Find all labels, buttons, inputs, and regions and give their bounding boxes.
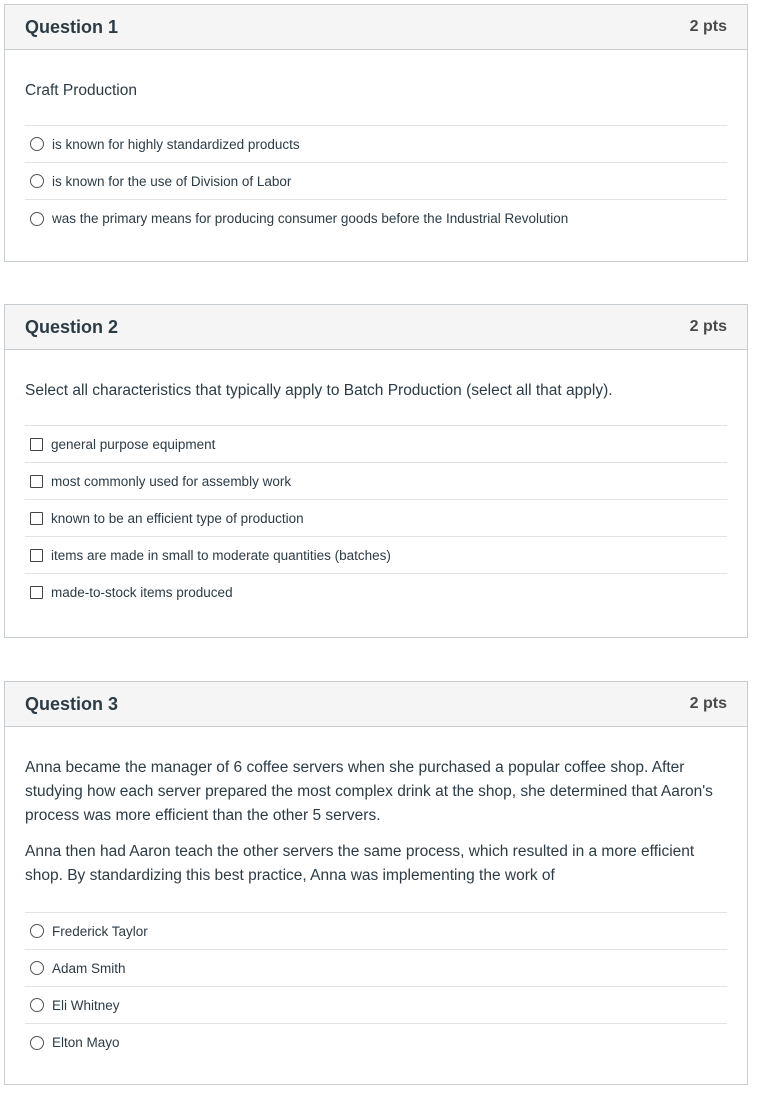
- answer-label: made-to-stock items produced: [51, 585, 233, 600]
- answer-option[interactable]: [25, 426, 727, 463]
- answer-option[interactable]: [25, 500, 727, 537]
- question-points: 2 pts: [689, 318, 727, 335]
- answer-list: [25, 425, 727, 611]
- question-1: [4, 4, 748, 262]
- answer-label: general purpose equipment: [51, 436, 216, 452]
- question-text: Craft Production: [25, 82, 137, 99]
- radio-button[interactable]: [30, 1036, 44, 1050]
- radio-button[interactable]: [30, 998, 44, 1012]
- question-points: 2 pts: [689, 695, 727, 712]
- answer-label: Eli Whitney: [52, 997, 120, 1013]
- checkbox[interactable]: [30, 549, 43, 562]
- answer-option[interactable]: [25, 987, 727, 1024]
- question-paragraph: Anna became the manager of 6 coffee servers when she purchased a popular coffee shop. After studying how each server prepared the most complex drink at the shop, she determined that Aaron's process was more efficient than the other 5 servers.: [25, 759, 713, 824]
- answer-option[interactable]: [25, 913, 727, 950]
- radio-button[interactable]: [30, 924, 44, 938]
- answer-option[interactable]: [25, 463, 727, 500]
- answer-option[interactable]: [25, 126, 727, 163]
- radio-button[interactable]: [30, 961, 44, 975]
- answer-label: is known for highly standardized products: [52, 136, 300, 152]
- checkbox[interactable]: [30, 475, 43, 488]
- question-title: Question 1: [25, 16, 119, 37]
- answer-label: known to be an efficient type of production: [51, 510, 304, 526]
- answer-list: [25, 912, 727, 1061]
- radio-button[interactable]: [30, 137, 44, 151]
- question-header: [5, 682, 747, 727]
- checkbox[interactable]: [30, 512, 43, 525]
- answer-option[interactable]: [25, 1024, 727, 1061]
- answer-option[interactable]: [25, 537, 727, 574]
- checkbox[interactable]: [30, 586, 43, 599]
- question-title: Question 3: [25, 693, 119, 714]
- answer-label: is known for the use of Division of Labor: [52, 173, 292, 189]
- answer-option[interactable]: [25, 950, 727, 987]
- question-body: [5, 79, 747, 237]
- answer-label: items are made in small to moderate quantities (batches): [51, 547, 391, 563]
- question-body: [5, 756, 747, 1061]
- question-text: Select all characteristics that typically apply to Batch Production (select all that apply).: [25, 382, 613, 399]
- answer-label: Adam Smith: [52, 960, 126, 976]
- question-paragraph: Anna then had Aaron teach the other servers the same process, which resulted in a more efficient shop. By standardizing this best practice, Anna was implementing the work of: [25, 843, 695, 884]
- question-body: [5, 379, 747, 611]
- question-header: [5, 305, 747, 350]
- answer-label: was the primary means for producing consumer goods before the Industrial Revolution: [52, 211, 569, 226]
- question-3: [4, 681, 748, 1085]
- question-points: 2 pts: [689, 18, 727, 35]
- question-header: [5, 5, 747, 50]
- answer-option[interactable]: [25, 163, 727, 200]
- answer-list: [25, 125, 727, 237]
- checkbox[interactable]: [30, 438, 43, 451]
- answer-label: most commonly used for assembly work: [51, 473, 292, 489]
- answer-label: Elton Mayo: [52, 1035, 120, 1050]
- answer-label: Frederick Taylor: [52, 923, 148, 939]
- question-title: Question 2: [25, 316, 119, 337]
- radio-button[interactable]: [30, 174, 44, 188]
- answer-option[interactable]: [25, 200, 727, 237]
- answer-option[interactable]: [25, 574, 727, 611]
- radio-button[interactable]: [30, 212, 44, 226]
- question-2: [4, 304, 748, 638]
